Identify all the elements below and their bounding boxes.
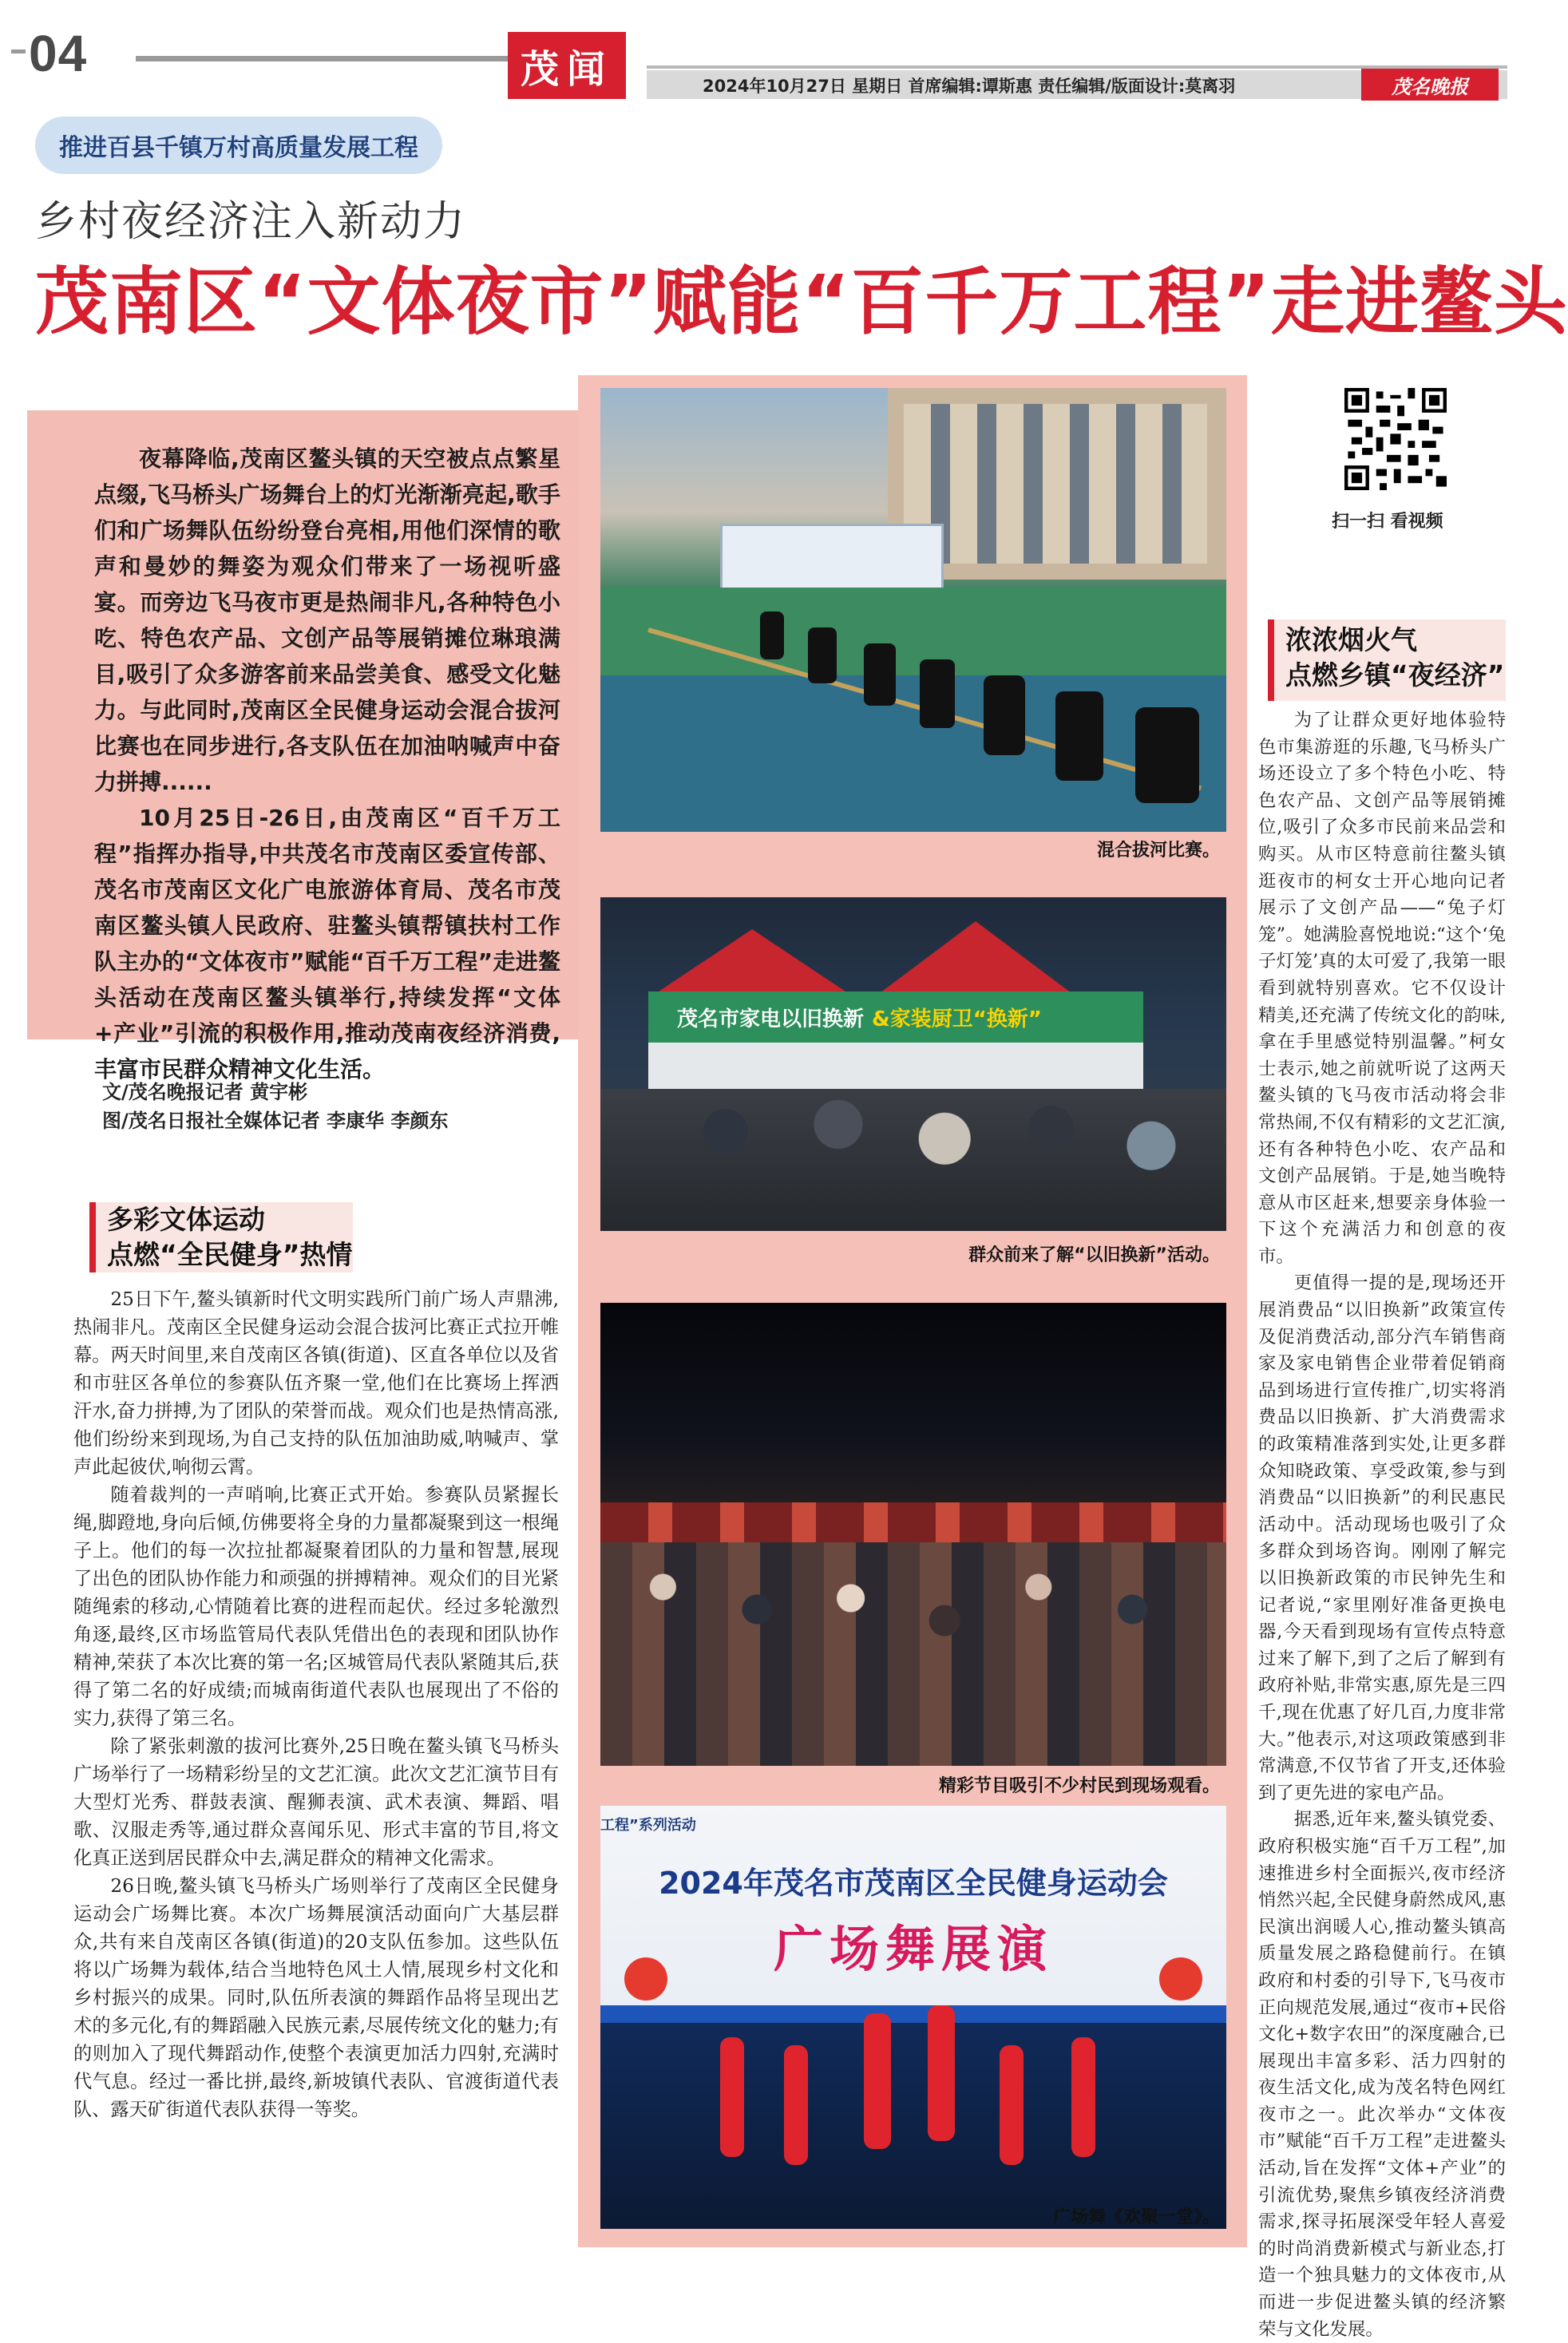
photo-caption: 精彩节目吸引不少村民到现场观看。 [938, 1776, 1220, 1796]
player [864, 643, 896, 706]
section1-heading-line2: 点燃“全民健身”热情 [107, 1239, 353, 1270]
dancer [1071, 2037, 1095, 2157]
byline [102, 1078, 448, 1135]
byline-photographer: 图/茂名日报社全媒体记者 李康华 李颜东 [102, 1110, 449, 1132]
header-rule [136, 56, 511, 61]
square-dance-photo [600, 1806, 1226, 2229]
stalls-lights [600, 1502, 1226, 1542]
section1-paragraph: 26日晚,鳌头镇飞马桥头广场则举行了茂南区全民健身运动会广场舞比赛。本次广场舞展演活动面向广大基层群众,共有来自茂南区各镇(街道)的20支队伍参加。这些队伍将以广场舞为载体,结合当地特色风土人情,展现乡村文化和乡村振兴的成果。同时,队伍所表演的舞蹈作品将呈现出艺术的多元化,有的舞蹈融入民族元素,尽展传统文化的魅力;有的则加入了现代舞蹈动作,使整个表演更加活力四射,充满时代气息。经过一番比拼,最终,新坡镇代表队、官渡街道代表队、露天矿街道代表队获得一等奖。 [73, 1875, 559, 2120]
booth-banner-text: 茂名市家电以旧换新 [677, 1007, 865, 1031]
header-rule-left [11, 49, 26, 53]
lead-paragraph: 夜幕降临,茂南区鳌头镇的天空被点点繁星点缀,飞马桥头广场舞台上的灯光渐渐亮起,歌手们和广场舞队伍纷纷登台亮相,用他们深情的歌声和曼妙的舞姿为观众们带来了一场视听盛宴。而旁边飞马夜市更是热闹非凡,各种特色小吃、特色农产品、文创产品等展销摊位琳琅满目,吸引了众多游客前来品尝美食、感受文化魅力。与此同时,茂南区全民健身运动会混合拔河比赛也在同步进行,各支队伍在加油呐喊声中奋力拼搏...... [94, 445, 560, 795]
audience-photo [600, 1303, 1226, 1766]
qr-code[interactable] [1344, 388, 1447, 490]
trade-in-booth-photo [600, 897, 1226, 1231]
section1-heading-line1: 多彩文体运动 [107, 1204, 265, 1235]
section2-body [1258, 707, 1506, 2343]
qr-caption: 扫一扫 看视频 [1332, 512, 1443, 532]
section1-paragraph: 除了紧张刺激的拔河比赛外,25日晚在鳌头镇飞马桥头广场举行了一场精彩纷呈的文艺汇演。此次文艺汇演节目有大型灯光秀、群鼓表演、醒狮表演、武术表演、舞蹈、唱歌、汉服走秀等,通过群众喜闻乐见、形式丰富的节目,将文化真正送到居民群众中去,满足群众的精神文化需求。 [73, 1735, 559, 1869]
player [1055, 691, 1103, 781]
stage-tag: 工程”系列活动 [600, 1817, 696, 1834]
article-title: 茂南区“文体夜市”赋能“百千万工程”走进鳌头 [35, 259, 1568, 345]
section1-heading [89, 1202, 353, 1272]
crowd [600, 1542, 1226, 1766]
lantern-icon [1159, 1957, 1202, 2001]
booth-banner-text: &家装厨卫“换新” [872, 1007, 1042, 1031]
photo-caption: 群众前来了解“以旧换新”活动。 [968, 1245, 1220, 1265]
player [920, 659, 955, 728]
player [808, 627, 837, 683]
dancer [928, 2005, 955, 2141]
qr-code-icon [1344, 388, 1447, 490]
event-backdrop [720, 524, 944, 596]
photo-caption: 混合拔河比赛。 [1096, 841, 1220, 861]
photo-caption: 广场舞《欢聚一堂》。 [1052, 2207, 1220, 2227]
section1-body [73, 1285, 559, 2123]
header-info: 2024年10月27日 星期日 首席编辑:谭斯惠 责任编辑/版面设计:莫离羽 [703, 77, 1236, 96]
lantern-icon [624, 1957, 667, 2001]
stage-subtitle: 广场舞展演 [773, 1920, 1053, 1978]
section1-paragraph: 随着裁判的一声哨响,比赛正式开始。参赛队员紧握长绳,脚蹬地,身向后倾,仿佛要将全身的力量都凝聚到这一根绳子上。他们的每一次拉扯都凝聚着团队的力量和智慧,展现了出色的团队协作能力和顽强的拼搏精神。观众们的目光紧随绳索的移动,心情随着比赛的进程而起伏。经过多轮激烈角逐,最终,区市场监管局代表队凭借出色的表现和团队协作精神,荣获了本次比赛的第一名;区城管局代表队紧随其后,获得了第二名的好成绩;而城南街道代表队也展现出了不俗的实力,获得了第三名。 [73, 1484, 559, 1729]
section2-paragraph: 为了让群众更好地体验特色市集游逛的乐趣,飞马桥头广场还设立了多个特色小吃、特色农产品、文创产品等展销摊位,吸引了众多市民前来品尝和购买。从市区特意前往鳌头镇逛夜市的柯女士开心地向记者展示了文创产品——“兔子灯笼”。她满脸喜悦地说:“这个‘兔子灯笼’真的太可爱了,我第一眼看到就特别喜欢。它不仅设计精美,还充满了传统文化的韵味,拿在手里感觉特别温馨。”柯女士表示,她之前就听说了这两天鳌头镇的飞马夜市活动将会非常热闹,不仅有精彩的文艺汇演,还有各种特色小吃、农产品和文创产品展销。于是,她当晚特意从市区赶来,想要亲身体验一下这个充满活力和创意的夜市。 [1258, 710, 1506, 1267]
court-green [600, 588, 1226, 675]
section-badge: 茂闻 [508, 32, 626, 99]
tent-roof [632, 929, 872, 993]
article-subtitle: 乡村夜经济注入新动力 [35, 198, 467, 246]
page-number: 04 [29, 25, 88, 82]
tug-of-war-photo [600, 388, 1226, 832]
lead-text [94, 441, 560, 1087]
lead-paragraph: 10月25日-26日,由茂南区“百千万工程”指挥办指导,中共茂名市茂南区委宣传部、茂名市茂南区文化广电旅游体育局、茂名市茂南区鳌头镇人民政府、驻鳌头镇帮镇扶村工作队主办的“文体夜市”赋能“百千万工程”走进鳌头活动在茂南区鳌头镇举行,持续发挥“文体+产业”引流的积极作用,推动茂南夜经济消费,丰富市民群众精神文化生活。 [94, 805, 560, 1082]
newspaper-logo: 茂名晚报 [1361, 69, 1499, 101]
player [1135, 707, 1199, 803]
stage-strip [600, 2005, 1226, 2023]
section2-paragraph: 更值得一提的是,现场还开展消费品“以旧换新”政策宣传及促消费活动,部分汽车销售商家及家电销售企业带着促销商品到场进行宣传推广,切实将消费品以旧换新、扩大消费需求的政策精准落到实处,让更多群众知晓政策、享受政策,参与到消费品“以旧换新”的利民惠民活动中。活动现场也吸引了众多群众到场咨询。刚刚了解完以旧换新政策的市民钟先生和记者说,“家里刚好准备更换电器,今天看到现场有宣传点特意过来了解下,到了之后了解到有政府补贴,非常实惠,原先是三四千,现在优惠了好几百,力度非常大。”他表示,对这项政策感到非常满意,不仅节省了开支,还体验到了更先进的家电产品。 [1258, 1272, 1506, 1803]
section1-paragraph: 25日下午,鳌头镇新时代文明实践所门前广场人声鼎沸,热闹非凡。茂南区全民健身运动会混合拔河比赛正式拉开帷幕。两天时间里,来自茂南区各镇(街道)、区直各单位以及省和市驻区各单位的参赛队伍齐聚一堂,他们在比赛场上挥洒汗水,奋力拼搏,为了团队的荣誉而战。观众们也是热情高涨,他们纷纷来到现场,为自己支持的队伍加油助威,呐喊声、掌声此起彼伏,响彻云霄。 [73, 1288, 559, 1478]
dancer [720, 2037, 744, 2157]
stage-title: 2024年茂名市茂南区全民健身运动会 [659, 1866, 1168, 1901]
stage-floor [600, 2023, 1226, 2229]
section2-heading [1268, 623, 1504, 693]
booth-banner [648, 991, 1143, 1043]
building-windows [904, 404, 1207, 564]
section2-paragraph: 据悉,近年来,鳌头镇党委、政府积极实施“百千万工程”,加速推进乡村全面振兴,夜市经济悄然兴起,全民健身蔚然成风,惠民演出润暖人心,推动鳌头镇高质量发展之路稳健前行。在镇政府和村委的引导下,飞马夜市正向规范发展,通过“夜市+民俗文化+数字农田”的深度融合,已展现出丰富多彩、活力四射的夜生活文化,成为茂名特色网红夜市之一。此次举办“文体夜市”赋能“百千万工程”走进鳌头活动,旨在发挥“文体+产业”的引流优势,聚焦乡镇夜经济消费需求,探寻拓展深受年轻人喜爱的时尚消费新模式与新业态,打造一个独具魅力的文体夜市,从而进一步促进鳌头镇的经济繁荣与文化发展。 [1258, 1809, 1506, 2340]
section2-heading-line1: 浓浓烟火气 [1285, 624, 1417, 655]
section2-heading-line2: 点燃乡镇“夜经济” [1285, 659, 1505, 691]
column-tag: 推进百县千镇万村高质量发展工程 [35, 117, 442, 174]
byline-writer: 文/茂名晚报记者 黄宇彬 [102, 1081, 308, 1103]
dancer [1000, 2045, 1024, 2165]
player [984, 675, 1025, 755]
dancer [784, 2045, 808, 2165]
tent-roof [856, 921, 1095, 993]
dancer [864, 2013, 891, 2149]
crowd [600, 1089, 1226, 1231]
player [760, 611, 784, 659]
